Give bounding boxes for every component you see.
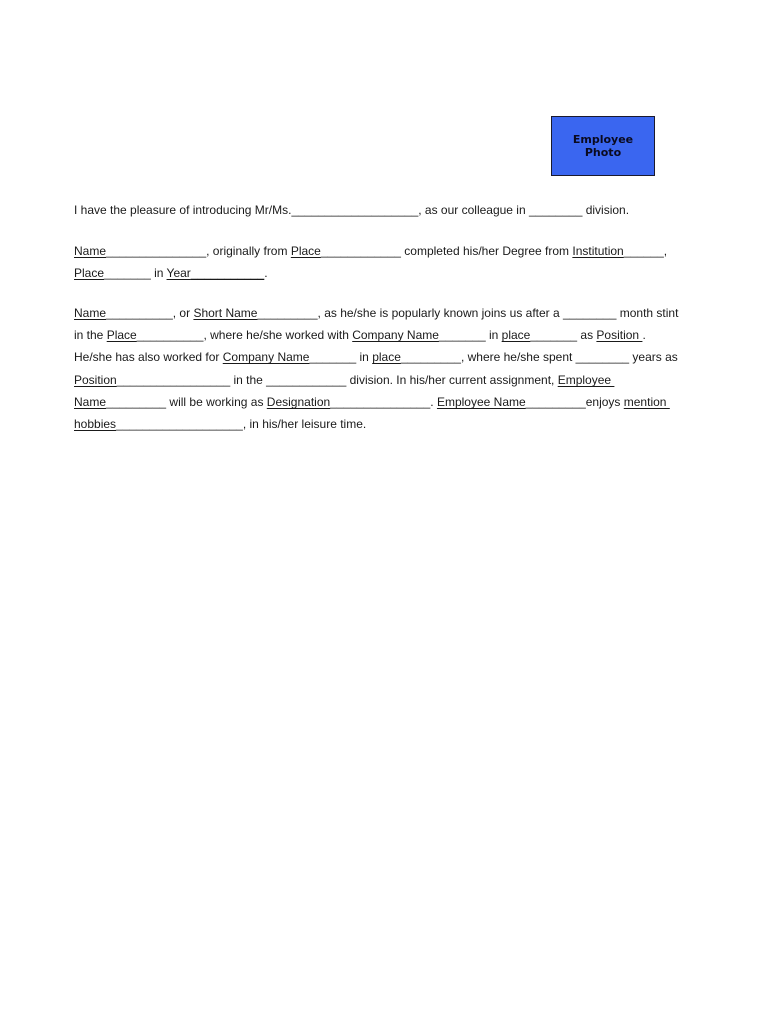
- employee-name-field-label: Employee Name: [436, 395, 526, 409]
- paragraph-3-line-2: [74, 328, 646, 343]
- paragraph-3-line-1: [74, 306, 678, 321]
- institution-field-label: Institution: [572, 244, 624, 258]
- employee-name-field-label: Name: [74, 395, 107, 409]
- employee-name-field-label: Employee: [557, 373, 615, 387]
- name-field-label: Name: [74, 244, 107, 258]
- text-segment: _________ will be working as: [106, 395, 267, 409]
- company-name-field-label: Company Name: [222, 350, 310, 364]
- short-name-field-label: Short Name: [193, 306, 258, 320]
- name-field-label: Name: [74, 306, 107, 320]
- text-segment: _______________, originally from: [106, 244, 291, 258]
- text-segment: ______,: [623, 244, 668, 258]
- designation-field-label: Designation: [266, 395, 331, 409]
- company-name-field-label: Company Name: [352, 328, 439, 342]
- photo-label-line1: Employee: [572, 133, 634, 146]
- paragraph-1-line-1: [74, 203, 629, 218]
- paragraph-3-line-4: [74, 373, 614, 388]
- employee-photo-label: [573, 133, 633, 159]
- text-segment: __________, where he/she worked with: [136, 328, 353, 342]
- paragraph-3-line-5: [74, 395, 670, 410]
- text-segment: _______________.: [330, 395, 437, 409]
- hobbies-field-label: mention: [623, 395, 670, 409]
- text-segment: _______ in: [438, 328, 502, 342]
- year-blank: ___________: [190, 266, 265, 280]
- place-field-label: place: [372, 350, 401, 364]
- text-segment: He/she has also worked for: [74, 350, 223, 364]
- year-field-label: Year: [166, 266, 191, 280]
- place-field-label: place: [501, 328, 531, 342]
- text-segment: _________enjoys: [525, 395, 624, 409]
- paragraph-2-line-2: [74, 266, 268, 281]
- text-segment: ____________ completed his/her Degree from: [320, 244, 573, 258]
- place-field-label: Place: [74, 266, 105, 280]
- text-segment: ___________________, in his/her leisure time.: [116, 417, 367, 431]
- hobbies-field-label: hobbies: [74, 417, 117, 431]
- place-field-label: Place: [290, 244, 321, 258]
- position-field-label: Position: [596, 328, 643, 342]
- text-segment: in the: [74, 328, 107, 342]
- place-field-label: Place: [106, 328, 137, 342]
- paragraph-3-line-6: [74, 417, 366, 432]
- text-segment: .: [642, 328, 646, 342]
- text-segment: I have the pleasure of introducing Mr/Ms.___________________, as our colleague in ________ division.: [74, 203, 630, 217]
- paragraph-2-line-1: [74, 244, 667, 259]
- text-segment: _________, as he/she is popularly known joins us after a ________ month stint: [257, 306, 679, 320]
- text-segment: .: [264, 266, 268, 280]
- employee-photo-box: [551, 116, 655, 176]
- position-field-label: Position: [74, 373, 117, 387]
- text-segment: _______ as: [530, 328, 597, 342]
- text-segment: _______ in: [309, 350, 373, 364]
- text-segment: _________________ in the ____________ division. In his/her current assignment,: [116, 373, 558, 387]
- paragraph-3-line-3: [74, 350, 678, 365]
- text-segment: _______ in: [104, 266, 167, 280]
- text-segment: __________, or: [106, 306, 194, 320]
- text-segment: _________, where he/she spent ________ years as: [400, 350, 678, 364]
- photo-label-line2: Photo: [584, 146, 622, 159]
